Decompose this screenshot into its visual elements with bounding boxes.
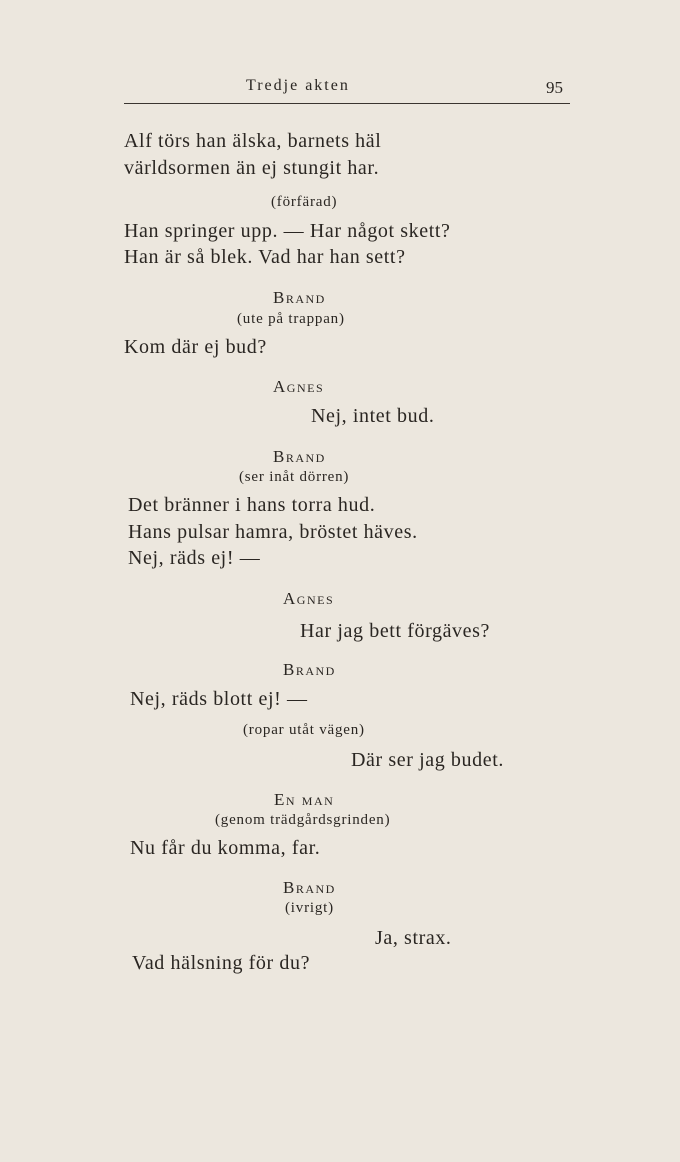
stage-direction: (ute på trappan) xyxy=(237,311,345,327)
verse-line: Nej, räds ej! — xyxy=(128,547,261,569)
speaker-name: Brand xyxy=(273,288,326,307)
verse-line: Nej, räds blott ej! — xyxy=(130,688,308,710)
speaker-name: En man xyxy=(274,790,335,809)
verse-line: Det bränner i hans torra hud. xyxy=(128,494,376,516)
running-header: Tredje akten xyxy=(246,77,350,94)
verse-line: Alf törs han älska, barnets häl xyxy=(124,130,382,152)
verse-line: Han är så blek. Vad har han sett? xyxy=(124,246,406,268)
verse-line: Kom där ej bud? xyxy=(124,336,267,358)
speaker-name: Agnes xyxy=(283,589,335,608)
page-number: 95 xyxy=(546,78,563,97)
verse-line: världsormen än ej stungit har. xyxy=(124,157,380,179)
speaker-name: Agnes xyxy=(273,377,325,396)
stage-direction: (ivrigt) xyxy=(285,900,334,916)
verse-line: Nu får du komma, far. xyxy=(130,837,321,859)
stage-direction: (ser inåt dörren) xyxy=(239,469,350,485)
stage-direction: (genom trädgårdsgrinden) xyxy=(215,812,391,828)
verse-line: Hans pulsar hamra, bröstet häves. xyxy=(128,521,418,543)
verse-line: Där ser jag budet. xyxy=(351,749,504,771)
stage-direction: (ropar utåt vägen) xyxy=(243,722,365,738)
verse-line: Nej, intet bud. xyxy=(311,405,435,427)
speaker-name: Brand xyxy=(283,660,336,679)
verse-line: Han springer upp. — Har något skett? xyxy=(124,220,451,242)
speaker-name: Brand xyxy=(273,447,326,466)
header-rule xyxy=(124,103,570,104)
verse-line: Har jag bett förgäves? xyxy=(300,620,490,642)
verse-line: Vad hälsning för du? xyxy=(132,952,311,974)
verse-line: Ja, strax. xyxy=(375,927,452,949)
speaker-name: Brand xyxy=(283,878,336,897)
stage-direction: (förfärad) xyxy=(271,194,338,210)
